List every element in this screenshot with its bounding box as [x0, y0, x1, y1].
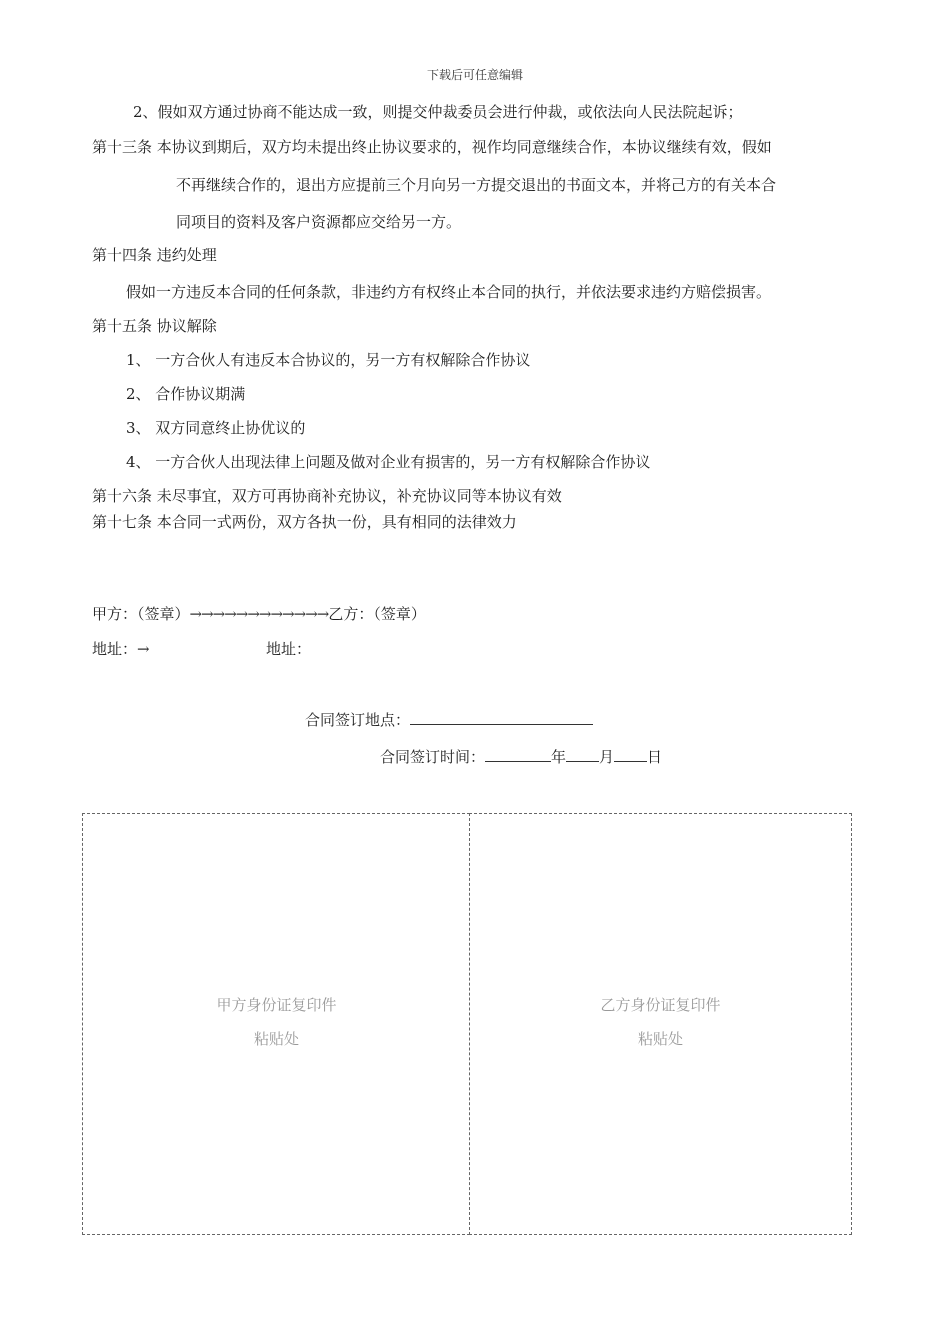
day-label: 日 — [647, 748, 663, 766]
article-13-line-1: 第十三条 本协议到期后，双方均未提出终止协议要求的，视作均同意继续合作，本协议继续有效，假如 — [92, 138, 772, 156]
article-15-item-1: 1、 一方合伙人有违反本合协议的，另一方有权解除合作协议 — [126, 351, 531, 369]
year-label: 年 — [551, 748, 567, 766]
signing-time-row — [380, 747, 662, 767]
party-b-id-label: 乙方身份证复印件 — [600, 996, 721, 1014]
month-label: 月 — [599, 748, 615, 766]
article-14-title: 第十四条 违约处理 — [92, 246, 217, 264]
article-13-line-2: 不再继续合作的，退出方应提前三个月向另一方提交退出的书面文本，并将己方的有关本合 — [176, 176, 777, 194]
clause-12-item-2: 2、假如双方通过协商不能达成一致，则提交仲裁委员会进行仲裁，或依法向人民法院起诉； — [133, 103, 743, 121]
party-a-paste-label: 粘贴处 — [253, 1030, 299, 1048]
signing-time-label: 合同签订时间： — [380, 748, 486, 766]
year-blank — [485, 747, 551, 762]
signature-row — [92, 604, 426, 624]
party-b-paste-label: 粘贴处 — [637, 1030, 683, 1048]
article-14-body: 假如一方违反本合同的任何条款，非违约方有权终止本合同的执行，并依法要求违约方赔偿损害。 — [126, 283, 772, 301]
article-16: 第十六条 未尽事宜，双方可再协商补充协议，补充协议同等本协议有效 — [92, 487, 562, 505]
article-15-item-3: 3、 双方同意终止协优议的 — [126, 419, 306, 437]
party-a-signature-label: 甲方：（签章） — [92, 605, 190, 623]
article-15-item-4: 4、 一方合伙人出现法律上问题及做对企业有损害的，另一方有权解除合作协议 — [126, 453, 651, 471]
tab-arrows: →→→→→→→→→→→→ — [189, 605, 329, 623]
tab-arrow: → — [137, 640, 149, 658]
article-17: 第十七条 本合同一式两份，双方各执一份，具有相同的法律效力 — [92, 513, 517, 531]
day-blank — [614, 747, 647, 762]
address-a-label: 地址：→ — [92, 640, 149, 658]
party-a-id-label: 甲方身份证复印件 — [216, 996, 337, 1014]
party-b-signature-label: 乙方：（签章） — [328, 605, 426, 623]
signing-place-label: 合同签订地点： — [305, 711, 411, 729]
article-13-line-3: 同项目的资料及客户资源都应交给另一方。 — [176, 213, 462, 231]
article-15-title: 第十五条 协议解除 — [92, 317, 217, 335]
party-b-id-paste-area — [469, 813, 852, 1235]
article-15-item-2: 2、 合作协议期满 — [126, 385, 246, 403]
month-blank — [566, 747, 599, 762]
address-b-label: 地址： — [266, 640, 312, 658]
page-header: 下载后可任意编辑 — [426, 68, 523, 82]
signing-place-blank — [410, 710, 593, 725]
signing-place-row — [305, 710, 593, 730]
party-a-id-paste-area — [82, 813, 470, 1235]
